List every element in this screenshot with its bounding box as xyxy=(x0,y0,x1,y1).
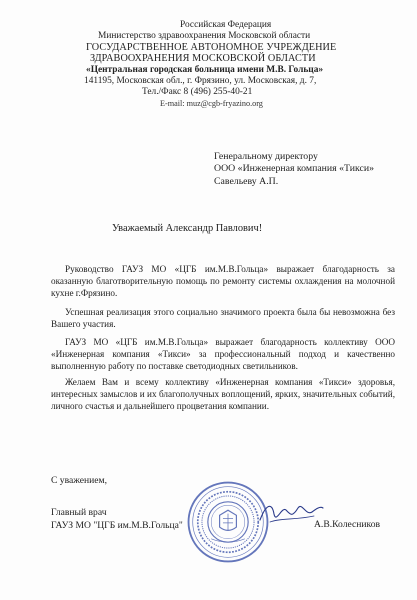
letterhead-phone: Тел./Факс 8 (496) 255-40-21 xyxy=(142,86,253,97)
body-paragraph-3: ГАУЗ МО «ЦГБ им.М.В.Гольца» выражает благодарность коллективу ООО «Инженерная компания «Тикси» за профессиональный подход и качественно выполненную работу по поставке светодиодных светильников. xyxy=(51,337,395,372)
letterhead-institution-type: ГОСУДАРСТВЕННОЕ АВТОНОМНОЕ УЧРЕЖДЕНИЕ xyxy=(86,42,337,53)
letterhead-address: 141195, Московская обл., г. Фрязино, ул. Московская, д. 7, xyxy=(84,75,317,86)
body-paragraph-2: Успешная реализация этого социально значимого проекта была бы невозможна без Вашего участия. xyxy=(51,306,395,329)
addressee-position: Генеральному директору xyxy=(214,151,318,162)
signer-institution: ГАУЗ МО "ЦГБ им.М.В.Гольца" xyxy=(51,519,183,531)
body-paragraph-1: Руководство ГАУЗ МО «ЦГБ им.М.В.Гольца» выражает благодарность за оказанную благотворительную помощь по ремонту системы охлаждения на молочной кухне г.Фрязино. xyxy=(51,264,395,299)
greeting: Уважаемый Александр Павлович! xyxy=(112,223,263,234)
signer-name: А.В.Колесников xyxy=(314,519,381,530)
letterhead-email: E-mail: muz@cgb-fryazino.org xyxy=(160,98,263,108)
letter-body xyxy=(51,263,395,418)
addressee-name: Савельеву А.П. xyxy=(214,175,279,187)
body-paragraph-4: Желаем Вам и всему коллективу «Инженерная компания «Тикси» здоровья, интересных замыслов и их благополучных воплощений, ярких, значительных событий, личного счастья и дальнейшего процветания компании. xyxy=(51,376,395,412)
signer-title xyxy=(51,507,183,532)
addressee-block xyxy=(214,151,374,188)
letterhead-country: Российская Федерация xyxy=(180,20,272,30)
letterhead-ministry: Министерство здравоохранения Московской области xyxy=(98,31,311,41)
closing-phrase: С уважением, xyxy=(51,475,108,486)
letterhead-institution-region: ЗДРАВООХРАНЕНИЯ МОСКОВСКОЙ ОБЛАСТИ xyxy=(90,53,316,65)
letterhead xyxy=(84,20,396,109)
signer-position: Главный врач xyxy=(51,507,107,518)
addressee-company: ООО «Инженерная компания «Тикси» xyxy=(214,163,375,175)
letterhead-institution-name: «Центральная городская больница имени М.В. Гольца» xyxy=(86,64,324,75)
